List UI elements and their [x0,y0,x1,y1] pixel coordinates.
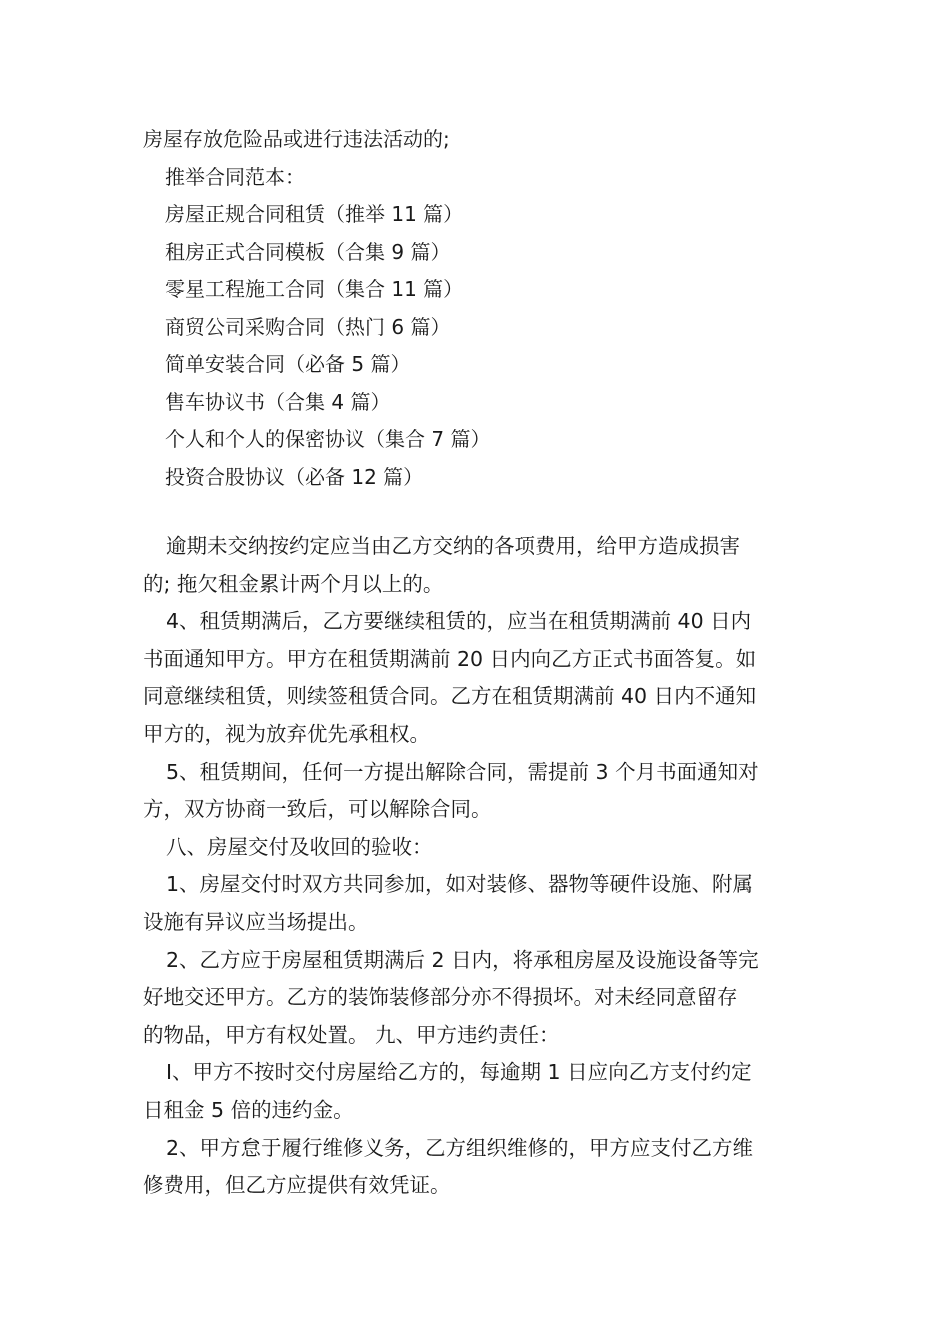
paragraph-line: 2、乙方应于房屋租赁期满后 2 日内，将承租房屋及设施设备等完 [166,947,759,972]
paragraph-line: 的物品，甲方有权处置。 九、甲方违约责任： [143,1022,560,1047]
list-item: 零星工程施工合同（集合 11 篇） [165,277,464,301]
body-section [143,528,811,1205]
text-line: 房屋存放危险品或进行违法活动的; [143,127,450,151]
list-item: 投资合股协议（必备 12 篇） [165,464,424,489]
paragraph-line: 1、房屋交付时双方共同参加，如对装修、器物等硬件设施、附属 [166,872,754,897]
section-heading: 八、房屋交付及收回的验收： [166,834,433,859]
list-item: 商贸公司采购合同（热门 6 篇） [165,314,451,339]
paragraph-line: 修费用，但乙方应提供有效凭证。 [143,1173,451,1198]
list-item: 房屋正规合同租赁（推举 11 篇） [165,202,464,226]
paragraph-line: 甲方的，视为放弃优先承租权。 [143,721,430,746]
paragraph-line: 方，双方协商一致后，可以解除合同。 [143,797,492,822]
paragraph-line: 5、租赁期间，任何一方提出解除合同，需提前 3 个月书面通知对 [166,759,759,784]
paragraph-line: 的; 拖欠租金累计两个月以上的。 [143,571,444,596]
top-section [143,121,811,496]
list-item: 个人和个人的保密协议（集合 7 篇） [165,427,491,451]
list-item: 售车协议书（合集 4 篇） [165,389,391,414]
paragraph-line: I、甲方不按时交付房屋给乙方的，每逾期 1 日应向乙方支付约定 [166,1060,752,1085]
paragraph-line: 日租金 5 倍的违约金。 [143,1097,354,1122]
list-item: 简单安装合同（必备 5 篇） [165,352,411,376]
paragraph-line: 逾期未交纳按约定应当由乙方交纳的各项费用，给甲方造成损害 [166,534,740,558]
paragraph-line: 4、租赁期满后，乙方要继续租赁的，应当在租赁期满前 40 日内 [166,609,752,634]
recommend-heading: 推举合同范本： [165,164,305,189]
paragraph-line: 设施有异议应当场提出。 [143,909,369,934]
paragraph-line: 好地交还甲方。乙方的装饰装修部分亦不得损坏。对未经同意留存 [143,985,738,1010]
paragraph-line: 同意继续租赁，则续签租赁合同。乙方在租赁期满前 40 日内不通知 [143,684,757,709]
list-item: 租房正式合同模板（合集 9 篇） [165,239,451,264]
paragraph-line: 书面通知甲方。甲方在租赁期满前 20 日内向乙方正式书面答复。如 [143,646,757,671]
paragraph-line: 2、甲方怠于履行维修义务，乙方组织维修的，甲方应支付乙方维 [166,1135,754,1160]
